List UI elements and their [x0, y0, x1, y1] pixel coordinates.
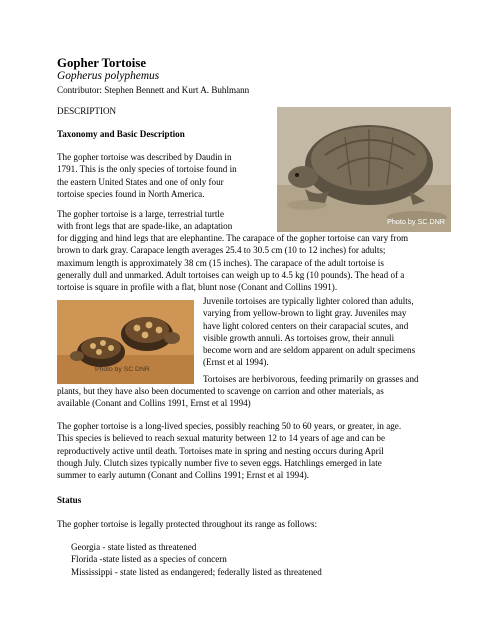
status-intro: The gopher tortoise is legally protected throughout its range as follows: — [57, 519, 318, 529]
paragraph-juveniles — [203, 295, 448, 369]
text-line: visible growth annuli. As tortoises grow, their annuli — [203, 332, 395, 343]
text-line: become worn and are seldom apparent on adult specimens — [203, 345, 416, 356]
text-line: summer to early autumn (Conant and Collins 1991; Ernst et al 1994). — [57, 470, 310, 481]
text-line: tortoise is square in profile with a flat, blunt nose (Conant and Collins 1991). — [57, 282, 338, 293]
taxonomy-heading: Taxonomy and Basic Description — [57, 129, 185, 139]
list-item: Florida -state listed as a species of concern — [71, 554, 227, 565]
text-line: (Ernst et al 1994). — [203, 357, 269, 368]
contributor-line: Contributor: Stephen Bennett and Kurt A. Buhlmann — [57, 85, 250, 95]
text-line: tortoise species found in North America. — [57, 188, 205, 199]
text-line: This species is believed to reach sexual maturity between 12 to 14 years of age and can be — [57, 433, 386, 444]
status-list — [71, 541, 322, 578]
text-line: Juvenile tortoises are typically lighter colored than adults, — [203, 296, 414, 306]
document-title: Gopher Tortoise — [57, 56, 146, 70]
photo-credit: Photo by SC DNR — [387, 217, 445, 226]
text-line: maximum length is approximately 38 cm (15 inches). The carapace of the adult tortoise is — [57, 257, 384, 268]
juvenile-tortoises-photo — [57, 300, 194, 384]
text-line: for digging and hind legs that are elephantine. The carapace of the gopher tortoise can vary from — [57, 233, 409, 243]
paragraph-description-start — [57, 208, 272, 233]
text-line: brown to dark gray. Carapace length averages 25.4 to 30.5 cm (10 to 12 inches) for adults; — [57, 245, 386, 256]
text-line: 1791. This is the only species of tortoise found in — [57, 164, 237, 175]
status-heading: Status — [57, 495, 82, 505]
text-line: the eastern United States and one of only four — [57, 176, 224, 187]
text-line: The gopher tortoise is a long-lived species, possibly reaching 50 to 60 years, or greater, in age. — [57, 421, 402, 431]
adult-tortoise-illustration — [277, 107, 451, 232]
text-line: with front legs that are spade-like, an adaptation — [57, 221, 233, 232]
text-line: have light colored centers on their carapacial scutes, and — [203, 320, 409, 331]
text-line: varying from yellow-brown to light gray. Juveniles may — [203, 308, 407, 319]
text-line: The gopher tortoise was described by Daudin in — [57, 152, 232, 162]
adult-tortoise-photo — [277, 107, 451, 232]
paragraph-description — [57, 232, 449, 293]
description-heading: DESCRIPTION — [57, 106, 117, 116]
paragraph-lifespan — [57, 420, 451, 481]
text-line: reproductively active until death. Tortoises mate in spring and nesting occurs during April — [57, 445, 384, 456]
text-line: plants, but they have also been documented to scavenge on carrion and other materials, as — [57, 386, 384, 396]
scientific-name: Gopherus polyphemus — [57, 70, 160, 82]
photo-credit: Photo by SC DNR — [95, 366, 150, 373]
text-line: available (Conant and Collins 1991, Ernst et al 1994) — [57, 398, 251, 409]
paragraph-diet-start: Tortoises are herbivorous, feeding primarily on grasses and — [203, 374, 419, 384]
list-item: Mississippi - state listed as endangered; federally listed as threatened — [71, 566, 322, 577]
text-line: The gopher tortoise is a large, terrestrial turtle — [57, 209, 224, 219]
paragraph-diet — [57, 385, 451, 410]
text-line: generally dull and unmarked. Adult tortoises can weigh up to 4.5 kg (10 pounds). The head of a — [57, 269, 405, 280]
list-item: Georgia - state listed as threatened — [71, 542, 197, 552]
text-line: though July. Clutch sizes typically number five to seven eggs. Hatchlings emerged in late — [57, 457, 382, 468]
paragraph-taxonomy — [57, 151, 267, 200]
